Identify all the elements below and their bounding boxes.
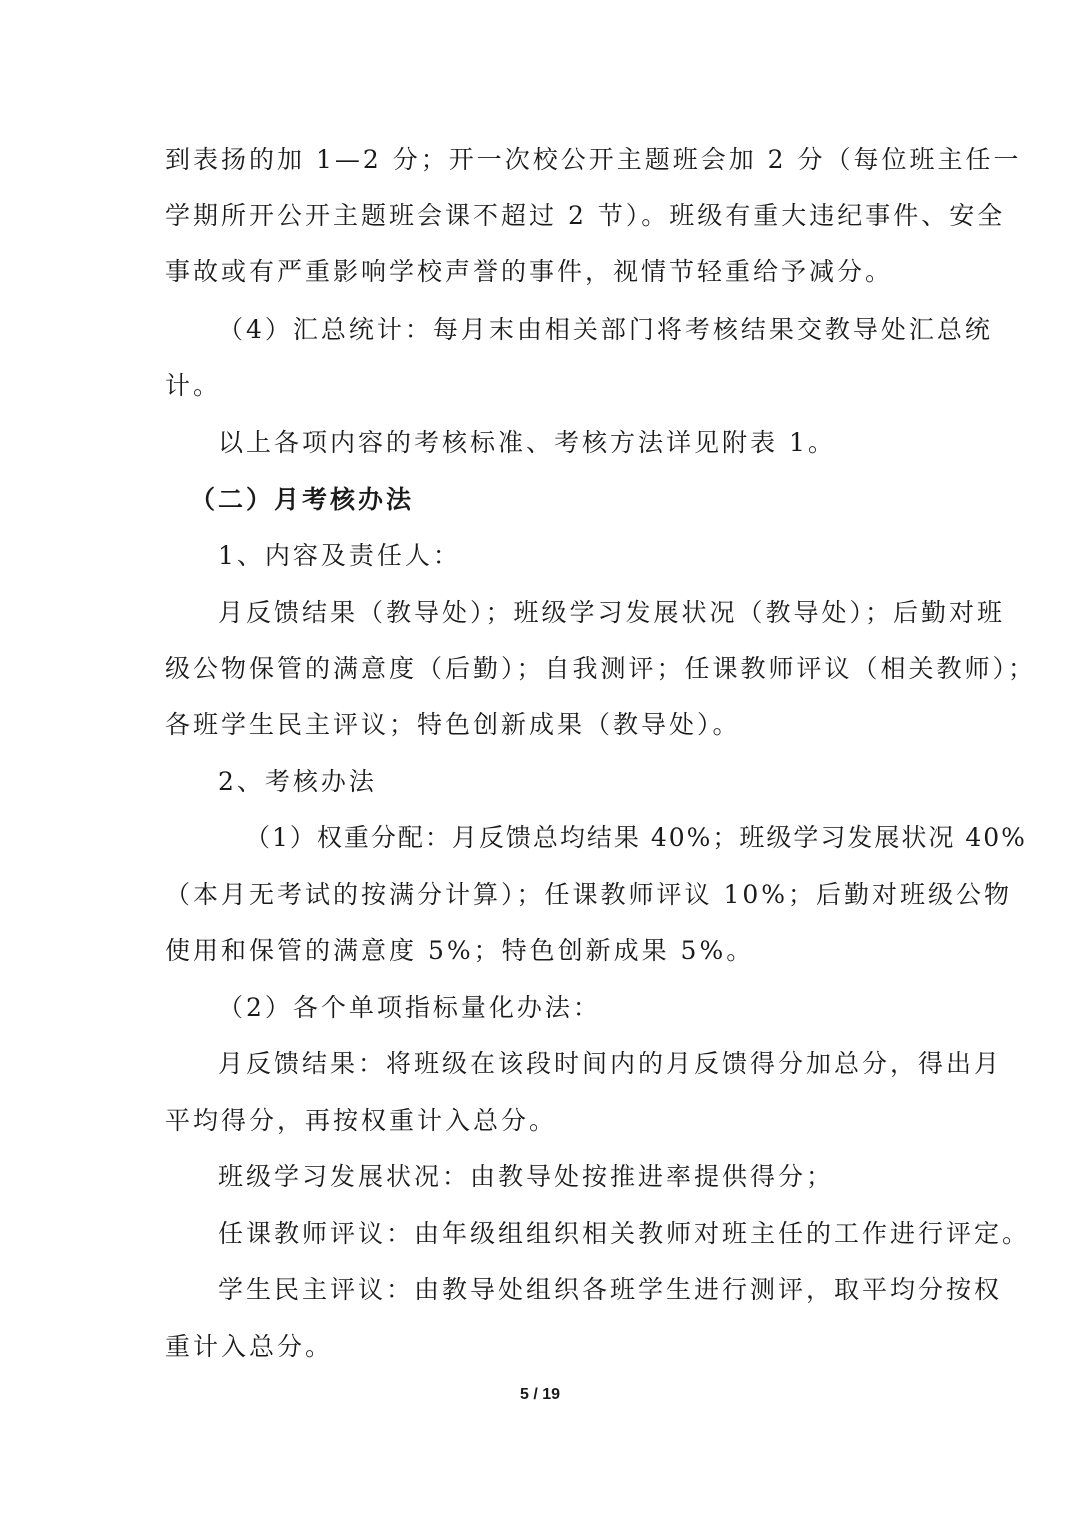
paragraph-line: （1）权重分配：月反馈总均结果 40%；班级学习发展状况 40% [245, 823, 1027, 852]
paragraph-line: （4）汇总统计：每月末由相关部门将考核结果交教导处汇总统 [218, 315, 993, 344]
paragraph-line: 学期所开公开主题班会课不超过 2 节）。班级有重大违纪事件、安全 [165, 201, 1006, 230]
paragraph-line: 学生民主评议：由教导处组织各班学生进行测评，取平均分按权 [218, 1275, 1003, 1304]
page-number: 5 / 19 [519, 1386, 561, 1403]
paragraph-line: （2）各个单项指标量化办法： [218, 993, 601, 1022]
paragraph-line: 到表扬的加 1—2 分；开一次校公开主题班会加 2 分（每位班主任一 [165, 145, 1022, 174]
paragraph-line: 计。 [165, 371, 222, 400]
paragraph-line: 级公物保管的满意度（后勤）；自我测评；任课教师评议（相关教师）； [165, 654, 1037, 683]
paragraph-line: 月反馈结果：将班级在该段时间内的月反馈得分加总分，得出月 [218, 1049, 1003, 1078]
paragraph-line: 以上各项内容的考核标准、考核方法详见附表 1。 [218, 428, 836, 457]
paragraph-line: 事故或有严重影响学校声誉的事件，视情节轻重给予减分。 [165, 257, 894, 286]
paragraph-line: 使用和保管的满意度 5%；特色创新成果 5%。 [165, 936, 755, 965]
subsection-heading: 1、内容及责任人： [218, 541, 461, 570]
paragraph-line: 任课教师评议：由年级组组织相关教师对班主任的工作进行评定。 [218, 1219, 1031, 1248]
paragraph-line: 班级学习发展状况：由教导处按推进率提供得分； [218, 1162, 835, 1191]
paragraph-line: （本月无考试的按满分计算）；任课教师评议 10%；后勤对班级公物 [165, 880, 1013, 909]
paragraph-line: 平均得分，再按权重计入总分。 [165, 1106, 558, 1135]
paragraph-line: 月反馈结果（教导处）；班级学习发展状况（教导处）；后勤对班 [218, 598, 1006, 627]
subsection-heading: 2、考核办法 [218, 767, 377, 796]
paragraph-line: 重计入总分。 [165, 1332, 334, 1361]
section-heading: （二）月考核办法 [190, 485, 415, 514]
paragraph-line: 各班学生民主评议；特色创新成果（教导处）。 [165, 710, 741, 739]
